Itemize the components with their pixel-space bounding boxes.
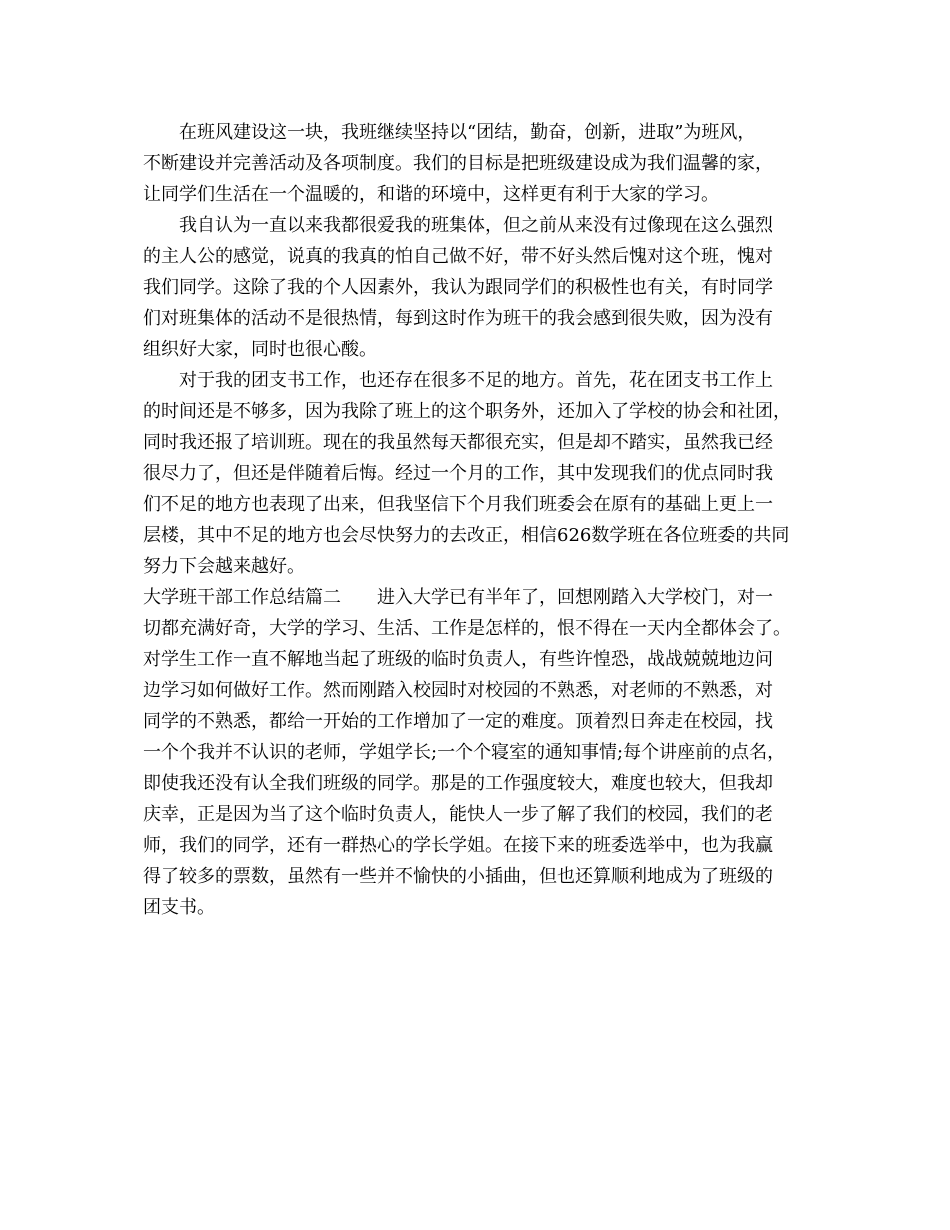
text-line: 一个个我并不认识的老师，学姐学长;一个个寝室的通知事情;每个讲座前的点名，: [143, 742, 786, 763]
text-line: 同时我还报了培训班。现在的我虽然每天都很充实，但是却不踏实，虽然我已经: [143, 432, 773, 453]
text-line: 我自认为一直以来我都很爱我的班集体，但之前从来没有过像现在这么强烈: [179, 215, 773, 236]
document-body: [143, 117, 811, 923]
text-line: 师，我们的同学，还有一群热心的学长学姐。在接下来的班委选举中，也为我赢: [143, 835, 773, 856]
text-line: 不断建设并完善活动及各项制度。我们的目标是把班级建设成为我们温馨的家，: [143, 153, 773, 174]
text-line: 得了较多的票数，虽然有一些并不愉快的小插曲，但也还算顺利地成为了班级的: [143, 866, 773, 887]
text-line: 的时间还是不够多，因为我除了班上的这个职务外，还加入了学校的协会和社团，: [143, 401, 791, 422]
text-line: 庆幸，正是因为当了这个临时负责人，能快人一步了解了我们的校园，我们的老: [143, 804, 773, 825]
text-line: 们不足的地方也表现了出来，但我坚信下个月我们班委会在原有的基础上更上一: [143, 494, 773, 515]
text-line: 组织好大家，同时也很心酸。: [143, 339, 377, 360]
text-line: 很尽力了，但还是伴随着后悔。经过一个月的工作，其中发现我们的优点同时我: [143, 463, 773, 484]
text-line: 即使我还没有认全我们班级的同学。那是的工作强度较大，难度也较大，但我却: [143, 773, 773, 794]
text-line: 在班风建设这一块，我班继续坚持以“团结，勤奋，创新，进取”为班风，: [179, 122, 756, 143]
text-line: 大学班干部工作总结篇二 进入大学已有半年了，回想刚踏入大学校门，对一: [143, 587, 773, 608]
text-line: 对于我的团支书工作，也还存在很多不足的地方。首先，花在团支书工作上: [179, 370, 773, 391]
text-line: 的主人公的感觉，说真的我真的怕自己做不好，带不好头然后愧对这个班，愧对: [143, 246, 773, 267]
text-line: 切都充满好奇，大学的学习、生活、工作是怎样的，恨不得在一天内全都体会了。: [143, 618, 791, 639]
text-line: 团支书。: [143, 897, 215, 918]
text-line: 们对班集体的活动不是很热情，每到这时作为班干的我会感到很失败，因为没有: [143, 308, 773, 329]
text-line: 同学的不熟悉，都给一开始的工作增加了一定的难度。顶着烈日奔走在校园，找: [143, 711, 773, 732]
text-line: 层楼，其中不足的地方也会尽快努力的去改正，相信626数学班在各位班委的共同: [143, 525, 790, 546]
text-line: 边学习如何做好工作。然而刚踏入校园时对校园的不熟悉，对老师的不熟悉，对: [143, 680, 773, 701]
text-line: 我们同学。这除了我的个人因素外，我认为跟同学们的积极性也有关，有时同学: [143, 277, 773, 298]
text-line: 对学生工作一直不解地当起了班级的临时负责人，有些许惶恐，战战兢兢地边问: [143, 649, 773, 670]
text-line: 让同学们生活在一个温暖的，和谐的环境中，这样更有利于大家的学习。: [143, 184, 719, 205]
text-line: 努力下会越来越好。: [143, 556, 305, 577]
